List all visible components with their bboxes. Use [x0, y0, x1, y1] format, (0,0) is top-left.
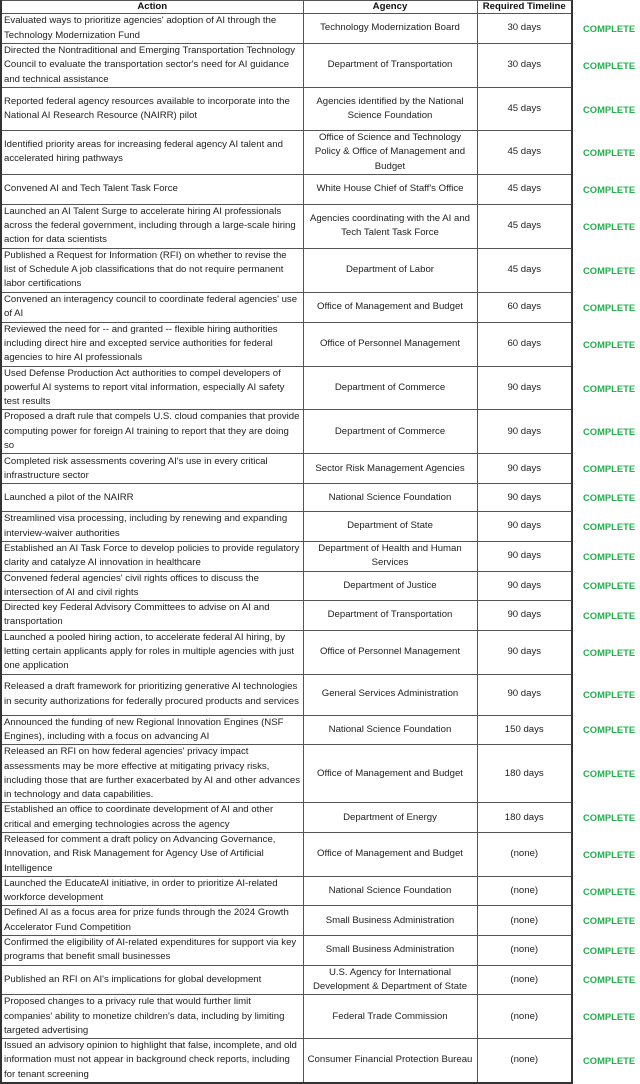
agency-cell: National Science Foundation: [303, 484, 477, 512]
agency-cell: General Services Administration: [303, 674, 477, 715]
action-cell: Published an RFI on AI's implications for global development: [1, 965, 303, 995]
agency-cell: National Science Foundation: [303, 876, 477, 906]
action-cell: Released an RFI on how federal agencies' privacy impact assessments may be more effective at mitigating privacy risks, including those that are further exacerbated by AI and other advances in technology and data capabilities.: [1, 745, 303, 803]
agency-cell: Department of Energy: [303, 803, 477, 833]
status-badge: COMPLETE: [583, 60, 636, 71]
timeline-cell: (none): [477, 906, 572, 936]
status-badge: COMPLETE: [583, 521, 636, 533]
table-row: [1, 512, 572, 542]
agency-cell: Department of Commerce: [303, 366, 477, 410]
status-badge: COMPLETE: [583, 974, 636, 986]
table-row: [1, 410, 572, 454]
status-badge: COMPLETE: [583, 220, 636, 232]
action-cell: Established an AI Task Force to develop policies to provide regulatory clarity and catalyze AI innovation in healthcare: [1, 541, 303, 571]
table-row: [1, 876, 572, 906]
timeline-cell: 45 days: [477, 174, 572, 204]
timeline-cell: 90 days: [477, 630, 572, 674]
agency-cell: Office of Management and Budget: [303, 745, 477, 803]
table-row: [1, 204, 572, 248]
action-cell: Proposed a draft rule that compels U.S. cloud companies that provide computing power for foreign AI training to report that they are doing so: [1, 410, 303, 454]
table-row: [1, 715, 572, 745]
agency-cell: Department of Justice: [303, 571, 477, 601]
action-cell: Published a Request for Information (RFI) on whether to revise the list of Schedule A job classifications that do not require permanent labor certifications: [1, 248, 303, 292]
status-badge: COMPLETE: [583, 338, 636, 350]
timeline-cell: 90 days: [477, 512, 572, 542]
agency-cell: Small Business Administration: [303, 906, 477, 936]
status-badge: COMPLETE: [583, 915, 636, 927]
status-badge: COMPLETE: [583, 689, 636, 701]
table-row: [1, 484, 572, 512]
status-badge: COMPLETE: [583, 463, 636, 475]
action-cell: Confirmed the eligibility of AI-related expenditures for support via key programs that benefit small businesses: [1, 936, 303, 966]
timeline-cell: 180 days: [477, 745, 572, 803]
agency-cell: Federal Trade Commission: [303, 995, 477, 1039]
status-badge: COMPLETE: [583, 492, 636, 504]
agency-cell: Department of Health and Human Services: [303, 541, 477, 571]
action-cell: Issued an advisory opinion to highlight that false, incomplete, and old information must not appear in background check reports, including for tenant screening: [1, 1039, 303, 1083]
timeline-cell: 60 days: [477, 322, 572, 366]
status-badge: COMPLETE: [583, 264, 636, 276]
status-badge: COMPLETE: [583, 944, 636, 956]
timeline-cell: 90 days: [477, 571, 572, 601]
action-cell: Directed the Nontraditional and Emerging Transportation Technology Council to evaluate the transportation sector's need for AI guidance and technical assistance: [1, 44, 303, 88]
action-cell: Proposed changes to a privacy rule that would further limit companies' ability to monetize children's data, including by limiting targeted advertising: [1, 995, 303, 1039]
status-badge: COMPLETE: [583, 146, 636, 158]
timeline-cell: 45 days: [477, 88, 572, 131]
status-badge: COMPLETE: [583, 812, 636, 824]
action-cell: Reported federal agency resources available to incorporate into the National AI Research Resource (NAIRR) pilot: [1, 88, 303, 131]
status-badge: COMPLETE: [583, 1011, 636, 1023]
agency-cell: U.S. Agency for International Development & Department of State: [303, 965, 477, 995]
table-row: [1, 630, 572, 674]
action-cell: Evaluated ways to prioritize agencies' adoption of AI through the Technology Modernization Fund: [1, 14, 303, 44]
status-badge: COMPLETE: [583, 885, 636, 897]
action-cell: Released for comment a draft policy on Advancing Governance, Innovation, and Risk Management for Agency Use of Artificial Intelligence: [1, 832, 303, 876]
table-row: [1, 88, 572, 131]
action-cell: Convened an interagency council to coordinate federal agencies' use of AI: [1, 292, 303, 322]
table-row: [1, 541, 572, 571]
status-badge: COMPLETE: [583, 426, 636, 438]
status-badge: COMPLETE: [583, 580, 636, 592]
agency-cell: Department of Transportation: [303, 601, 477, 631]
table-row: [1, 292, 572, 322]
header-action: Action: [1, 1, 303, 14]
table-row: [1, 803, 572, 833]
agency-cell: Technology Modernization Board: [303, 14, 477, 44]
timeline-cell: 90 days: [477, 674, 572, 715]
timeline-cell: 90 days: [477, 484, 572, 512]
action-cell: Convened AI and Tech Talent Task Force: [1, 174, 303, 204]
table-row: [1, 44, 572, 88]
action-cell: Streamlined visa processing, including by renewing and expanding interview-waiver authorities: [1, 512, 303, 542]
timeline-cell: (none): [477, 876, 572, 906]
agency-cell: White House Chief of Staff's Office: [303, 174, 477, 204]
table-row: [1, 14, 572, 44]
action-cell: Directed key Federal Advisory Committees to advise on AI and transportation: [1, 601, 303, 631]
agency-cell: Department of Commerce: [303, 410, 477, 454]
table-row: [1, 936, 572, 966]
action-cell: Convened federal agencies' civil rights offices to discuss the intersection of AI and civil rights: [1, 571, 303, 601]
status-badge: COMPLETE: [583, 1055, 636, 1067]
table-row: [1, 832, 572, 876]
timeline-cell: 30 days: [477, 14, 572, 44]
agency-cell: Small Business Administration: [303, 936, 477, 966]
timeline-cell: (none): [477, 965, 572, 995]
agency-cell: Office of Management and Budget: [303, 832, 477, 876]
timeline-cell: 45 days: [477, 248, 572, 292]
header-timeline: Required Timeline: [477, 1, 572, 14]
status-badge: COMPLETE: [583, 23, 636, 34]
table-row: [1, 571, 572, 601]
status-badge: COMPLETE: [583, 768, 636, 780]
timeline-cell: (none): [477, 832, 572, 876]
table-row: [1, 745, 572, 803]
status-badge: COMPLETE: [583, 646, 636, 658]
status-badge: COMPLETE: [583, 183, 636, 195]
status-badge: COMPLETE: [583, 550, 636, 562]
timeline-cell: 90 days: [477, 410, 572, 454]
timeline-cell: 150 days: [477, 715, 572, 745]
agency-cell: Department of Labor: [303, 248, 477, 292]
status-badge: COMPLETE: [583, 103, 636, 115]
status-badge: COMPLETE: [583, 609, 636, 621]
timeline-cell: 180 days: [477, 803, 572, 833]
action-cell: Identified priority areas for increasing federal agency AI talent and accelerated hiring pathways: [1, 131, 303, 175]
agency-cell: Agencies identified by the National Science Foundation: [303, 88, 477, 131]
action-cell: Reviewed the need for -- and granted -- flexible hiring authorities including direct hire and excepted service authorities for federal agencies to hire AI professionals: [1, 322, 303, 366]
table-row: [1, 366, 572, 410]
status-badge: COMPLETE: [583, 382, 636, 394]
agency-cell: Consumer Financial Protection Bureau: [303, 1039, 477, 1083]
table-row: [1, 965, 572, 995]
action-cell: Used Defense Production Act authorities to compel developers of powerful AI systems to report vital information, especially AI safety test results: [1, 366, 303, 410]
header-agency: Agency: [303, 1, 477, 14]
table-row: [1, 454, 572, 484]
timeline-cell: (none): [477, 936, 572, 966]
timeline-cell: 90 days: [477, 601, 572, 631]
action-cell: Launched a pilot of the NAIRR: [1, 484, 303, 512]
action-cell: Released a draft framework for prioritizing generative AI technologies in security authorizations for federally procured products and services: [1, 674, 303, 715]
table-row: [1, 1039, 572, 1083]
table-header-row: [1, 1, 572, 14]
agency-cell: Sector Risk Management Agencies: [303, 454, 477, 484]
status-badge: COMPLETE: [583, 301, 636, 313]
agency-cell: Office of Management and Budget: [303, 292, 477, 322]
table-body: [1, 14, 572, 1084]
action-cell: Defined AI as a focus area for prize funds through the 2024 Growth Accelerator Fund Competition: [1, 906, 303, 936]
agency-cell: Office of Personnel Management: [303, 630, 477, 674]
table-row: [1, 322, 572, 366]
table-row: [1, 248, 572, 292]
action-cell: Launched a pooled hiring action, to accelerate federal AI hiring, by letting certain applicants apply for roles in multiple agencies with just one application: [1, 630, 303, 674]
agency-cell: National Science Foundation: [303, 715, 477, 745]
agency-cell: Department of Transportation: [303, 44, 477, 88]
timeline-cell: 90 days: [477, 366, 572, 410]
timeline-cell: 90 days: [477, 454, 572, 484]
action-cell: Established an office to coordinate development of AI and other critical and emerging technologies across the agency: [1, 803, 303, 833]
action-cell: Launched the EducateAI initiative, in order to prioritize AI-related workforce development: [1, 876, 303, 906]
timeline-cell: 90 days: [477, 541, 572, 571]
table-row: [1, 995, 572, 1039]
timeline-cell: 45 days: [477, 204, 572, 248]
table-row: [1, 906, 572, 936]
timeline-cell: 60 days: [477, 292, 572, 322]
agency-cell: Department of State: [303, 512, 477, 542]
action-cell: Launched an AI Talent Surge to accelerate hiring AI professionals across the federal government, including through a large-scale hiring action for data scientists: [1, 204, 303, 248]
action-cell: Completed risk assessments covering AI's use in every critical infrastructure sector: [1, 454, 303, 484]
status-badge: COMPLETE: [583, 848, 636, 860]
agency-cell: Agencies coordinating with the AI and Tech Talent Task Force: [303, 204, 477, 248]
agency-cell: Office of Science and Technology Policy & Office of Management and Budget: [303, 131, 477, 175]
timeline-cell: (none): [477, 1039, 572, 1083]
table-row: [1, 601, 572, 631]
timeline-cell: 30 days: [477, 44, 572, 88]
action-cell: Announced the funding of new Regional Innovation Engines (NSF Engines), including with a focus on advancing AI: [1, 715, 303, 745]
table-row: [1, 131, 572, 175]
timeline-cell: (none): [477, 995, 572, 1039]
timeline-cell: 45 days: [477, 131, 572, 175]
table-row: [1, 674, 572, 715]
agency-cell: Office of Personnel Management: [303, 322, 477, 366]
table-row: [1, 174, 572, 204]
status-badge: COMPLETE: [583, 724, 636, 736]
